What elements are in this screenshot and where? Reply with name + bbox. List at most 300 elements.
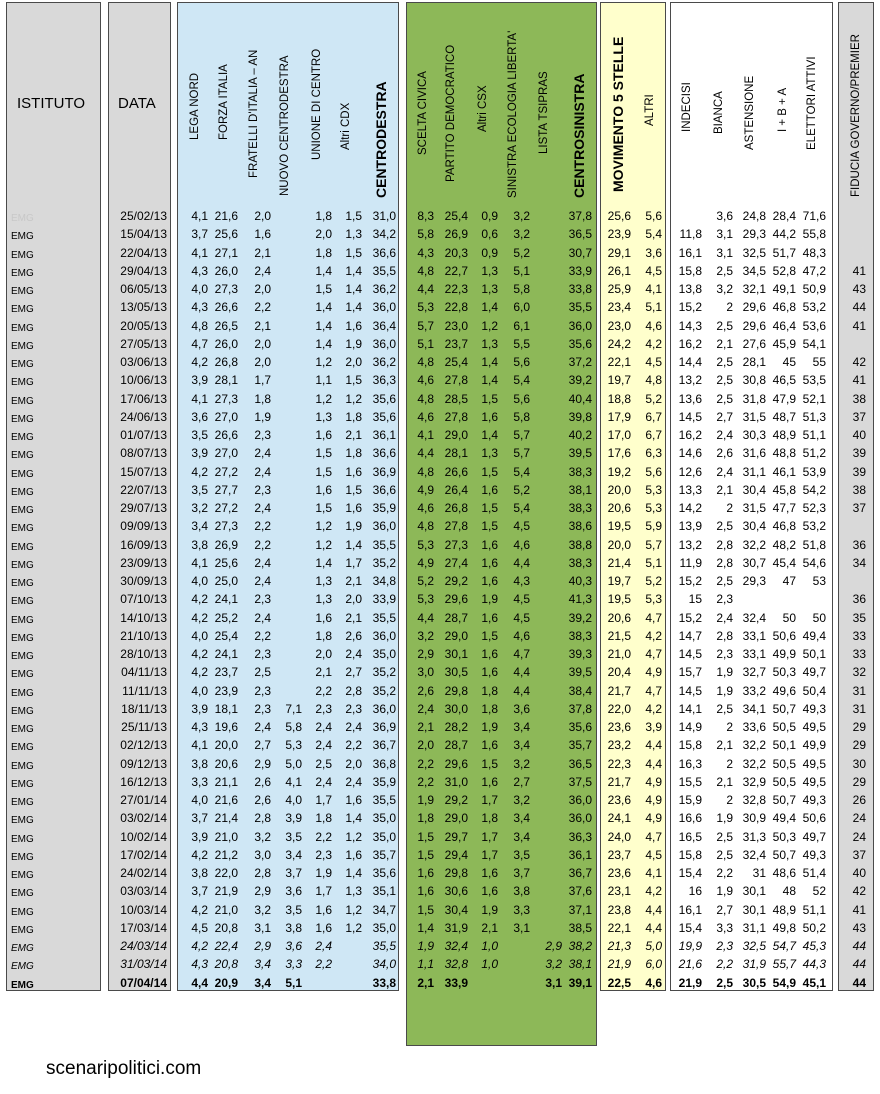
value-cell [272, 628, 302, 645]
value-cell: 2,1 [417, 975, 434, 990]
value-cell: 23,9 [214, 683, 238, 698]
value-cell: 48,2 [772, 537, 796, 552]
date-cell: 10/03/14 [120, 902, 167, 917]
value-cell: 36,2 [372, 282, 396, 296]
value-cell: 2,1 [716, 336, 733, 351]
value-cell [272, 391, 302, 408]
value-cell: 1,7 [345, 555, 362, 570]
value-cell: 45,3 [802, 939, 826, 953]
value-cell: 1,3 [315, 409, 332, 424]
value-cell: 23,0 [444, 318, 468, 333]
value-cell: 40,4 [568, 391, 592, 406]
value-cell: 14,5 [678, 647, 702, 661]
value-cell: 38,1 [568, 482, 592, 497]
value-cell: 16,1 [678, 902, 702, 917]
value-cell: 39,1 [568, 975, 592, 990]
value-cell: 50,5 [772, 756, 796, 771]
value-cell [836, 336, 866, 353]
value-cell: 1,4 [417, 920, 434, 935]
value-cell: 49,4 [802, 628, 826, 643]
value-cell: 3,6 [191, 409, 208, 424]
value-cell: 44 [852, 957, 866, 972]
value-cell: 28,4 [772, 209, 796, 223]
value-cell: 30,8 [742, 373, 766, 388]
value-cell: 22,1 [607, 355, 631, 369]
column-header-label: Altri CSX [477, 85, 489, 132]
value-cell: 36,6 [372, 482, 396, 497]
value-cell: 32,2 [742, 756, 766, 771]
value-cell [532, 883, 562, 900]
value-cell: 2 [726, 300, 733, 315]
value-cell: 4,7 [513, 647, 530, 661]
value-cell: 35,9 [372, 774, 396, 789]
value-cell: 2,4 [716, 464, 733, 479]
value-cell: 49,7 [802, 665, 826, 680]
value-cell: 36,9 [372, 720, 396, 734]
value-cell: 20,6 [607, 610, 631, 625]
value-cell: 31,0 [444, 774, 468, 789]
value-cell: 2 [726, 756, 733, 771]
value-cell [272, 299, 302, 316]
value-cell: 29,8 [444, 866, 468, 880]
value-cell: 1,0 [481, 957, 498, 972]
value-cell: 24,2 [607, 336, 631, 351]
value-cell: 38,2 [568, 939, 592, 953]
value-cell: 32,9 [742, 774, 766, 789]
value-cell: 54,2 [802, 482, 826, 497]
value-cell: 4,3 [191, 263, 208, 278]
date-cell: 25/11/13 [121, 720, 167, 734]
value-cell: 46,4 [772, 318, 796, 333]
value-cell: 4,8 [417, 355, 434, 369]
value-cell: 32,2 [742, 738, 766, 753]
value-cell: 30,1 [742, 884, 766, 899]
value-cell: 31 [852, 701, 866, 716]
value-cell: 41 [852, 263, 866, 278]
value-cell: 1,3 [315, 592, 332, 607]
istituto-cell: EMG [11, 979, 34, 991]
value-cell: 27,2 [214, 464, 238, 479]
value-cell: 54,1 [802, 336, 826, 351]
value-cell: 40,2 [568, 428, 592, 442]
value-cell [532, 500, 562, 517]
value-cell: 6,1 [513, 318, 530, 333]
value-cell: 27,2 [214, 501, 238, 515]
value-cell: 3,8 [191, 866, 208, 880]
value-cell: 2,3 [254, 683, 271, 698]
date-cell: 17/02/14 [120, 847, 167, 862]
column-header-label: CENTROSINISTRA [571, 73, 587, 198]
istituto-cell: EMG [11, 468, 34, 480]
istituto-cell: EMG [11, 924, 34, 936]
value-cell: 1,0 [481, 939, 498, 953]
value-cell: 21,4 [214, 811, 238, 826]
value-cell: 1,6 [481, 884, 498, 899]
column-header-label: Altri CDX [340, 102, 352, 150]
value-cell [532, 756, 562, 773]
value-cell: 30,4 [742, 482, 766, 497]
value-cell: 2,1 [345, 428, 362, 442]
value-cell: 1,7 [481, 847, 498, 862]
value-cell: 51,4 [802, 866, 826, 880]
istituto-cell: EMG [11, 304, 34, 316]
value-cell: 49,6 [772, 683, 796, 698]
date-cell: 01/07/13 [120, 428, 167, 442]
value-cell: 27,3 [214, 282, 238, 296]
value-cell: 27,3 [214, 391, 238, 406]
value-cell: 20,0 [607, 537, 631, 552]
value-cell: 33,8 [568, 282, 592, 296]
value-cell: 3,7 [285, 866, 302, 880]
value-cell: 2,6 [345, 628, 362, 643]
value-cell: 3,2 [417, 628, 434, 643]
value-cell: 2,5 [716, 701, 733, 716]
value-cell: 2,5 [254, 665, 271, 680]
value-cell [532, 336, 562, 353]
value-cell: 36,3 [568, 829, 592, 844]
value-cell: 1,5 [481, 756, 498, 771]
value-cell: 13,3 [678, 482, 702, 497]
value-cell: 1,5 [345, 373, 362, 388]
value-cell: 4,1 [191, 555, 208, 570]
value-cell: 29,1 [607, 245, 631, 260]
column-header-label: UNIONE DI CENTRO [311, 48, 323, 160]
value-cell: 4,6 [513, 628, 530, 643]
value-cell: 2,9 [254, 939, 271, 953]
value-cell: 4,9 [417, 482, 434, 497]
value-cell: 2,5 [716, 574, 733, 588]
value-cell: 24 [852, 829, 866, 844]
value-cell: 2,2 [417, 756, 434, 771]
value-cell: 38,6 [568, 519, 592, 534]
value-cell: 29,0 [444, 428, 468, 442]
value-cell: 29,7 [444, 829, 468, 844]
value-cell [532, 372, 562, 389]
date-cell: 24/03/14 [120, 939, 167, 953]
value-cell: 2,2 [254, 537, 271, 552]
value-cell: 22,0 [607, 701, 631, 716]
value-cell: 49,1 [772, 282, 796, 296]
value-cell: 49,3 [802, 847, 826, 862]
value-cell: 3,1 [254, 920, 271, 935]
column-header-label: LEGA NORD [189, 72, 201, 140]
value-cell: 2,0 [345, 355, 362, 369]
value-cell: 48,9 [772, 902, 796, 917]
value-cell: 1,9 [254, 409, 271, 424]
value-cell: 2,1 [716, 482, 733, 497]
value-cell: 21,9 [607, 957, 631, 972]
value-cell [836, 573, 866, 590]
value-cell: 2,4 [315, 738, 332, 753]
date-cell: 06/05/13 [120, 282, 167, 296]
value-cell: 35,6 [372, 391, 396, 406]
value-cell: 53,6 [802, 318, 826, 333]
istituto-cell: EMG [11, 340, 34, 352]
value-cell: 51,2 [802, 446, 826, 461]
value-cell [532, 281, 562, 298]
value-cell: 5,2 [513, 245, 530, 260]
value-cell: 21,1 [214, 774, 238, 789]
istituto-cell: EMG [11, 669, 34, 681]
value-cell: 1,2 [345, 920, 362, 935]
value-cell: 27,7 [214, 482, 238, 497]
value-cell: 49,5 [802, 756, 826, 771]
value-cell: 7,1 [285, 701, 302, 716]
value-cell: 37 [852, 847, 866, 862]
value-cell: 4,1 [645, 866, 662, 880]
value-cell: 37 [852, 409, 866, 424]
value-cell: 1,8 [254, 391, 271, 406]
value-cell: 5,6 [513, 391, 530, 406]
value-cell: 0,6 [481, 227, 498, 242]
value-cell: 35,7 [372, 847, 396, 862]
value-cell: 34,2 [372, 227, 396, 242]
value-cell: 1,5 [315, 501, 332, 515]
column-header-label: PARTITO DEMOCRATICO [445, 44, 457, 182]
value-cell: 5,4 [645, 227, 662, 242]
value-cell: 3,2 [716, 282, 733, 296]
value-cell: 36,2 [372, 355, 396, 369]
value-cell: 2,7 [345, 665, 362, 680]
value-cell: 1,5 [345, 245, 362, 260]
column-header-label: I + B + A [777, 87, 789, 132]
value-cell: 44 [852, 939, 866, 953]
value-cell [672, 208, 702, 225]
value-cell [532, 902, 562, 919]
istituto-cell: EMG [11, 961, 34, 973]
value-cell: 4,3 [417, 245, 434, 260]
value-cell: 36,6 [372, 446, 396, 461]
value-cell: 1,3 [481, 282, 498, 296]
value-cell [272, 664, 302, 681]
value-cell: 4,6 [513, 537, 530, 552]
value-cell: 32,1 [742, 282, 766, 296]
value-cell: 16,1 [678, 245, 702, 260]
value-cell [302, 975, 332, 992]
value-cell: 47,9 [772, 391, 796, 406]
value-cell: 16,2 [678, 336, 702, 351]
value-cell: 3,6 [285, 939, 302, 953]
value-cell: 2,2 [315, 829, 332, 844]
value-cell: 1,2 [315, 519, 332, 534]
value-cell: 5,7 [645, 537, 662, 552]
value-cell: 5,9 [645, 519, 662, 534]
value-cell: 35,0 [372, 920, 396, 935]
date-cell: 24/06/13 [120, 409, 167, 424]
value-cell: 2,5 [716, 355, 733, 369]
value-cell: 1,9 [716, 811, 733, 826]
value-cell [532, 445, 562, 462]
value-cell: 3,5 [513, 847, 530, 862]
value-cell: 15 [688, 592, 702, 607]
value-cell [272, 591, 302, 608]
value-cell: 3,8 [513, 884, 530, 899]
value-cell: 29,4 [444, 847, 468, 862]
value-cell: 3,8 [191, 756, 208, 771]
value-cell: 22,3 [444, 282, 468, 296]
date-cell: 03/06/13 [120, 355, 167, 369]
value-cell: 26,1 [607, 263, 631, 278]
value-cell: 1,9 [481, 592, 498, 607]
value-cell: 0,9 [481, 209, 498, 223]
value-cell: 4,1 [191, 209, 208, 223]
value-cell: 4,0 [191, 282, 208, 296]
column-header-label: INDECISI [681, 82, 693, 132]
value-cell: 1,2 [315, 391, 332, 406]
value-cell: 4,4 [645, 756, 662, 771]
value-cell: 5,8 [285, 720, 302, 734]
value-cell: 5,2 [645, 574, 662, 588]
value-cell: 36,8 [372, 756, 396, 771]
value-cell: 35,6 [568, 720, 592, 734]
value-cell: 26,4 [444, 482, 468, 497]
value-cell: 1,5 [481, 519, 498, 534]
value-cell: 1,5 [315, 282, 332, 296]
value-cell: 41,3 [568, 592, 592, 607]
value-cell: 27,1 [214, 245, 238, 260]
value-cell: 1,3 [481, 336, 498, 351]
value-cell [272, 354, 302, 371]
value-cell: 1,6 [481, 774, 498, 789]
date-cell: 22/04/13 [120, 245, 167, 260]
value-cell: 2,1 [716, 774, 733, 789]
value-cell: 1,9 [417, 793, 434, 807]
value-cell: 36,5 [568, 756, 592, 771]
value-cell: 28,7 [444, 738, 468, 753]
value-cell: 2,6 [254, 774, 271, 789]
column-header-label: CENTRODESTRA [373, 81, 389, 198]
value-cell: 1,4 [345, 282, 362, 296]
value-cell: 2,8 [254, 811, 271, 826]
value-cell: 38,3 [568, 628, 592, 643]
value-cell: 4,3 [191, 300, 208, 315]
value-cell: 6,3 [645, 446, 662, 461]
value-cell: 29,8 [444, 683, 468, 698]
date-cell: 25/02/13 [120, 209, 167, 223]
istituto-cell: EMG [11, 833, 34, 845]
value-cell: 2,0 [254, 209, 271, 223]
value-cell: 5,2 [645, 391, 662, 406]
value-cell: 49,5 [802, 720, 826, 734]
value-cell [836, 208, 866, 225]
value-cell [532, 208, 562, 225]
value-cell: 36,0 [372, 336, 396, 351]
value-cell: 20,0 [214, 738, 238, 753]
value-cell: 4,4 [645, 920, 662, 935]
value-cell: 16,6 [678, 811, 702, 826]
value-cell: 22,4 [214, 939, 238, 953]
value-cell [272, 573, 302, 590]
column-header-label: ALTRI [644, 94, 656, 126]
value-cell: 50 [812, 610, 826, 625]
value-cell: 5,3 [417, 537, 434, 552]
value-cell: 1,5 [417, 847, 434, 862]
value-cell: 47 [782, 574, 796, 588]
istituto-cell: EMG [11, 486, 34, 498]
istituto-cell: EMG [11, 632, 34, 644]
value-cell: 1,9 [481, 902, 498, 917]
value-cell [532, 482, 562, 499]
value-cell: 6,0 [513, 300, 530, 315]
value-cell: 1,8 [315, 628, 332, 643]
value-cell: 2,7 [513, 774, 530, 789]
value-cell: 32,7 [742, 665, 766, 680]
value-cell: 35,2 [372, 665, 396, 680]
value-cell: 53,2 [802, 519, 826, 534]
value-cell: 2,1 [254, 245, 271, 260]
source-footer: scenaripolitici.com [46, 1058, 202, 1079]
value-cell: 25,9 [607, 282, 631, 296]
value-cell: 1,2 [481, 318, 498, 333]
value-cell: 4,4 [645, 738, 662, 753]
value-cell: 2,4 [254, 501, 271, 515]
date-cell: 31/03/14 [120, 957, 167, 972]
value-cell: 1,4 [315, 318, 332, 333]
column-header-label: MOVIMENTO 5 STELLE [610, 36, 626, 192]
value-cell: 5,2 [513, 482, 530, 497]
value-cell: 39 [852, 446, 866, 461]
value-cell: 2,2 [417, 774, 434, 789]
value-cell [272, 683, 302, 700]
value-cell [532, 537, 562, 554]
istituto-cell: EMG [11, 906, 34, 918]
value-cell: 2,3 [315, 701, 332, 716]
value-cell: 3,4 [513, 829, 530, 844]
value-cell: 2,3 [716, 647, 733, 661]
value-cell: 14,5 [678, 683, 702, 698]
value-cell: 50,6 [802, 811, 826, 826]
date-cell: 03/03/14 [120, 884, 167, 899]
value-cell: 23,7 [444, 336, 468, 351]
value-cell: 28,1 [214, 373, 238, 388]
value-cell: 2,8 [716, 628, 733, 643]
value-cell: 1,5 [315, 446, 332, 461]
istituto-cell: EMG [11, 651, 34, 662]
value-cell: 4,2 [191, 592, 208, 607]
value-cell: 24,8 [742, 209, 766, 223]
value-cell: 5,6 [645, 464, 662, 479]
value-cell: 26,6 [444, 464, 468, 479]
value-cell: 20,8 [214, 957, 238, 972]
value-cell: 11,9 [679, 555, 702, 570]
value-cell: 1,8 [417, 811, 434, 826]
value-cell: 31,6 [742, 446, 766, 461]
value-cell: 17,6 [607, 446, 631, 461]
value-cell: 32 [852, 665, 866, 680]
value-cell [532, 391, 562, 408]
value-cell: 25,0 [214, 574, 238, 588]
date-cell: 18/11/13 [121, 701, 167, 716]
value-cell: 6,7 [645, 428, 662, 442]
value-cell: 2,3 [254, 592, 271, 607]
value-cell: 4,9 [645, 811, 662, 826]
value-cell: 50,5 [772, 720, 796, 734]
value-cell: 37,6 [568, 884, 592, 899]
value-cell: 2,4 [254, 446, 271, 461]
value-cell: 4,2 [645, 884, 662, 899]
value-cell: 3,1 [716, 245, 733, 260]
value-cell: 26,6 [214, 300, 238, 315]
value-cell: 49,9 [802, 738, 826, 753]
value-cell: 40 [852, 866, 866, 880]
value-cell: 37 [852, 501, 866, 515]
value-cell: 23,6 [607, 866, 631, 880]
value-cell: 35,5 [372, 263, 396, 278]
value-cell: 1,6 [481, 409, 498, 424]
value-cell: 1,4 [345, 811, 362, 826]
value-cell: 23,8 [607, 902, 631, 917]
value-cell: 31,9 [742, 957, 766, 972]
